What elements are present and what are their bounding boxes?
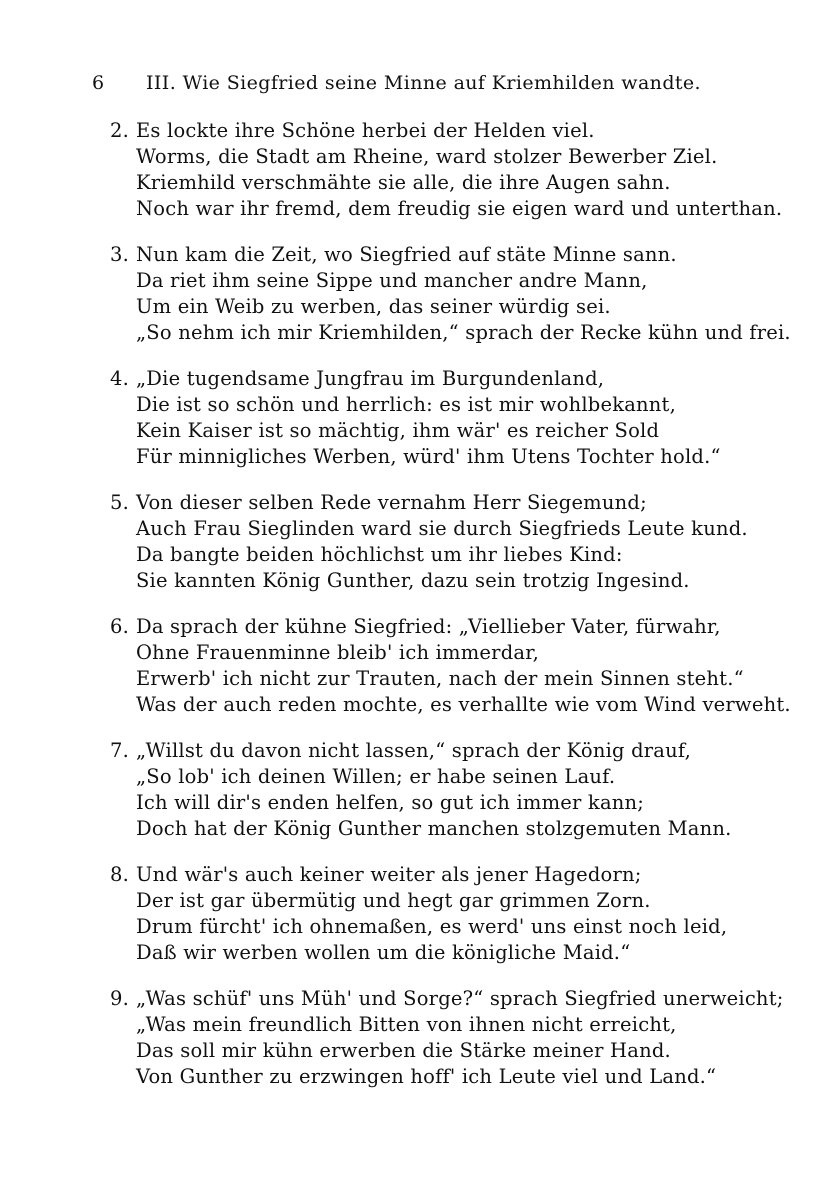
verse-line [110,392,760,418]
verse-line [110,862,760,888]
verse-line [110,294,760,320]
verse-text: Ich will dir's enden helfen, so gut ich immer kann; [136,791,645,814]
verse-text: Es lockte ihre Schöne herbei der Helden viel. [136,119,595,142]
stanza-number: 8. [110,863,130,886]
verse-text: Von Gunther zu erzwingen hoff' ich Leute viel und Land.“ [136,1065,717,1088]
verse-text: „Die tugendsame Jungfrau im Burgundenland, [136,367,605,390]
verse-line [110,692,791,718]
verse-text: „Was mein freundlich Bitten von ihnen nicht erreicht, [136,1013,677,1036]
verse-line [110,268,760,294]
verse-text: Sie kannten König Gunther, dazu sein trotzig Ingesind. [136,569,690,592]
verse-text: Die ist so schön und herrlich: es ist mir wohlbekannt, [136,393,676,416]
stanza [110,986,784,1090]
stanza [110,490,760,594]
verse-line [110,790,760,816]
verse-line [110,738,760,764]
verse-line [110,640,760,666]
verse-line [110,444,760,470]
verse-text: Da sprach der kühne Siegfried: „Viellieber Vater, fürwahr, [136,615,721,638]
running-header [92,72,712,102]
verse-line [110,816,760,842]
verse-text: Nun kam die Zeit, wo Siegfried auf stäte Minne sann. [136,243,677,266]
verse-line [110,542,760,568]
verse-text: Und wär's auch keiner weiter als jener Hagedorn; [136,863,642,886]
verse-line [110,568,760,594]
verse-line [110,1038,760,1064]
verse-line [110,666,760,692]
verse-text: Da bangte beiden höchlichst um ihr liebes Kind: [136,543,623,566]
verse-line [110,1064,760,1090]
stanza [110,614,791,718]
stanza-number: 7. [110,739,130,762]
verse-line [110,764,760,790]
verse-text: Ohne Frauenminne bleib' ich immerdar, [136,641,539,664]
verse-text: „Willst du davon nicht lassen,“ sprach der König drauf, [136,739,692,762]
verse-text: Da riet ihm seine Sippe und mancher andre Mann, [136,269,648,292]
verse-line [110,986,784,1012]
stanza-number: 6. [110,615,130,638]
page-number: 6 [92,72,105,94]
verse-text: Für minnigliches Werben, würd' ihm Utens Tochter hold.“ [136,445,721,468]
stanza-number: 9. [110,987,130,1010]
verse-text: Erwerb' ich nicht zur Trauten, nach der mein Sinnen steht.“ [136,667,744,690]
stanza-number: 5. [110,491,130,514]
verse-text: Um ein Weib zu werben, das seiner würdig sei. [136,295,611,318]
verse-line [110,196,783,222]
running-title: III. Wie Siegfried seine Minne auf Kriemhilden wandte. [146,72,702,94]
verse-line [110,320,791,346]
stanza-list [110,118,791,1110]
verse-line [110,418,760,444]
verse-text: Noch war ihr fremd, dem freudig sie eigen ward und unterthan. [136,197,783,220]
verse-text: Worms, die Stadt am Rheine, ward stolzer Bewerber Ziel. [136,145,718,168]
verse-line [110,170,760,196]
verse-text: Auch Frau Sieglinden ward sie durch Siegfrieds Leute kund. [136,517,748,540]
stanza [110,366,760,470]
verse-text: Drum fürcht' ich ohnemaßen, es werd' uns einst noch leid, [136,915,728,938]
verse-text: Von dieser selben Rede vernahm Herr Siegemund; [136,491,647,514]
verse-line [110,1012,760,1038]
verse-line [110,144,760,170]
verse-line [110,490,760,516]
verse-text: „So lob' ich deinen Willen; er habe seinen Lauf. [136,765,616,788]
verse-line [110,242,760,268]
stanza-number: 3. [110,243,130,266]
stanza [110,242,791,346]
verse-line [110,366,760,392]
verse-text: Kein Kaiser ist so mächtig, ihm wär' es reicher Sold [136,419,660,442]
verse-line [110,118,760,144]
stanza-number: 4. [110,367,130,390]
verse-text: „So nehm ich mir Kriemhilden,“ sprach der Recke kühn und frei. [136,321,791,344]
stanza-number: 2. [110,119,130,142]
verse-line [110,940,760,966]
verse-text: Das soll mir kühn erwerben die Stärke meiner Hand. [136,1039,671,1062]
stanza [110,118,783,222]
verse-text: Der ist gar übermütig und hegt gar grimmen Zorn. [136,889,651,912]
stanza [110,738,760,842]
verse-line [110,914,760,940]
verse-text: Daß wir werben wollen um die königliche Maid.“ [136,941,631,964]
verse-text: Doch hat der König Gunther manchen stolzgemuten Mann. [136,817,732,840]
verse-text: „Was schüf' uns Müh' und Sorge?“ sprach Siegfried unerweicht; [136,987,784,1010]
verse-line [110,888,760,914]
stanza [110,862,760,966]
verse-line [110,614,760,640]
verse-text: Kriemhild verschmähte sie alle, die ihre Augen sahn. [136,171,671,194]
verse-text: Was der auch reden mochte, es verhallte wie vom Wind verweht. [136,693,791,716]
verse-line [110,516,760,542]
